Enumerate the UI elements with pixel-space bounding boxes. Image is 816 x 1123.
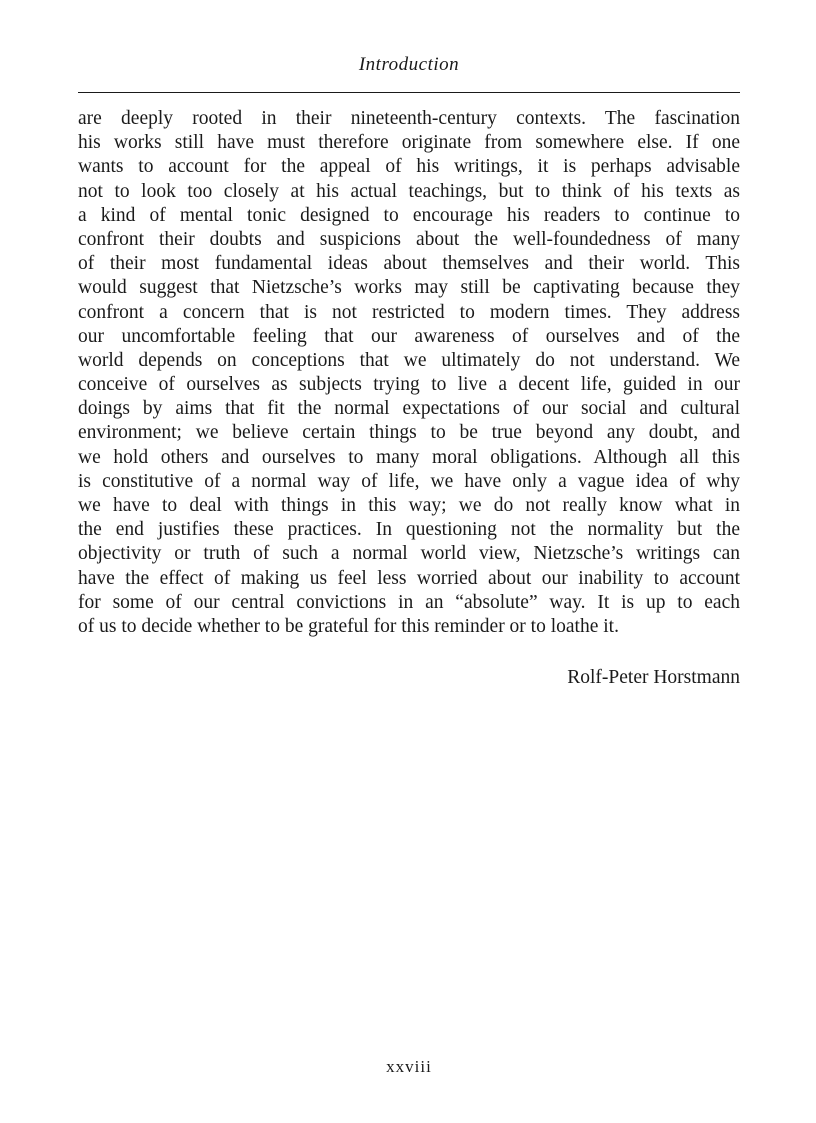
text-line: we have to deal with things in this way; we do not really know what in [78,495,740,516]
text-line: the end justifies these practices. In questioning not the normality but the [78,519,740,541]
running-head: Introduction [358,54,460,75]
page-number: xxviii [386,1057,432,1076]
author-signature: Rolf-Peter Horstmann [567,667,740,688]
text-line: would suggest that Nietzsche’s works may still be captivating because they [78,277,740,299]
text-line: world depends on conceptions that we ultimately do not understand. We [78,349,740,371]
text-line: a kind of mental tonic designed to encourage his readers to continue to [78,204,740,226]
text-line: for some of our central convictions in an “absolute” way. It is up to each [78,591,740,613]
text-line: doings by aims that fit the normal expectations of our social and cultural [78,398,740,420]
text-line: environment; we believe certain things to be true beyond any doubt, and [78,422,740,444]
text-line: we hold others and ourselves to many moral obligations. Although all this [78,446,740,468]
text-line: our uncomfortable feeling that our awareness of ourselves and of the [78,325,740,347]
text-line: have the effect of making us feel less worried about our inability to account [78,567,740,589]
text-line: wants to account for the appeal of his writings, it is perhaps advisable [78,156,740,178]
text-line: objectivity or truth of such a normal world view, Nietzsche’s writings can [78,543,740,565]
body-paragraph [78,107,740,639]
text-line: of us to decide whether to be grateful for this reminder or to loathe it. [78,615,619,637]
text-line: confront their doubts and suspicions about the well-foundedness of many [78,228,740,250]
text-line: his works still have must therefore originate from somewhere else. If one [78,132,740,154]
text-line: are deeply rooted in their nineteenth-century contexts. The fascination [78,108,740,129]
text-line: is constitutive of a normal way of life, we have only a vague idea of why [78,470,740,492]
header-rule [78,92,740,93]
text-line: of their most fundamental ideas about themselves and their world. This [78,253,740,275]
text-line: not to look too closely at his actual teachings, but to think of his texts as [78,180,740,202]
text-line: conceive of ourselves as subjects trying to live a decent life, guided in our [78,374,740,396]
text-line: confront a concern that is not restricted to modern times. They address [78,301,740,323]
